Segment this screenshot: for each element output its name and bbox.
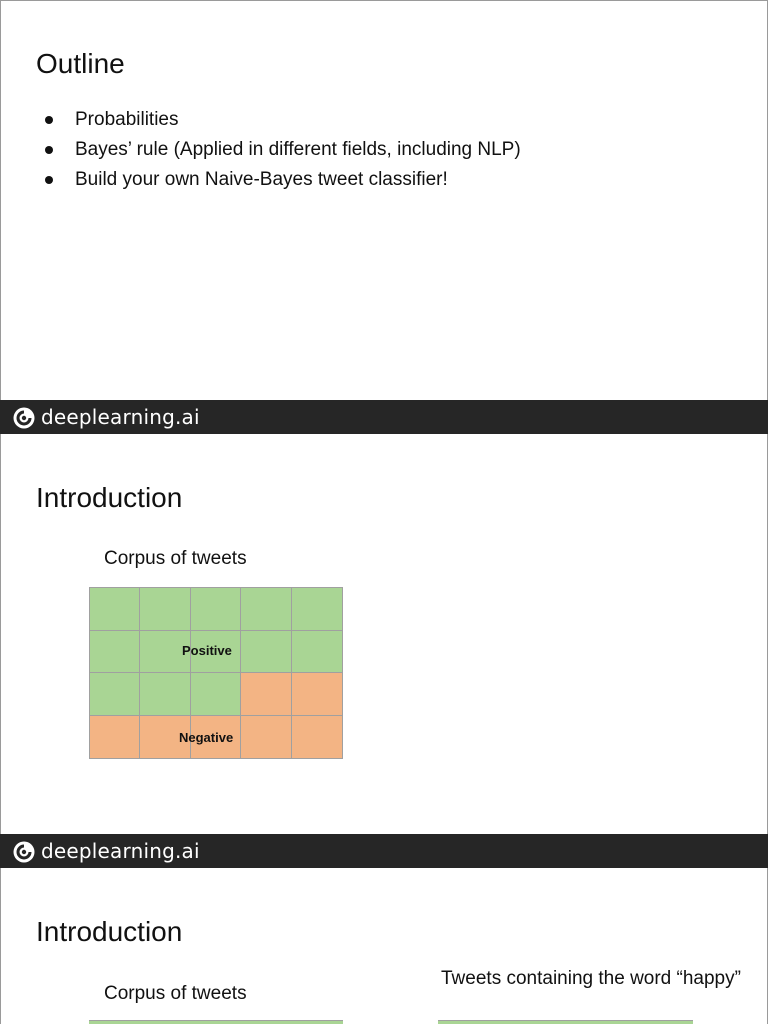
positive-tweet-cell: [241, 588, 291, 631]
bullet-list: [45, 105, 521, 195]
slide-footer: [0, 834, 768, 868]
positive-tweet-cell: [241, 631, 291, 674]
bullet-dot-icon: [45, 146, 53, 154]
negative-tweet-cell: [241, 673, 291, 716]
negative-tweet-cell: [292, 673, 342, 716]
negative-tweet-cell: [90, 716, 140, 759]
bullet-text: Bayes’ rule (Applied in different fields, including NLP): [75, 139, 521, 160]
bullet-text: Probabilities: [75, 109, 179, 130]
happy-tweets-label: Tweets containing the word “happy”: [441, 968, 741, 989]
brand-name: deeplearning.ai: [41, 839, 200, 863]
positive-tweet-cell: [191, 588, 241, 631]
deeplearning-spiral-icon: [13, 407, 35, 429]
brand-name: deeplearning.ai: [41, 405, 200, 429]
negative-tweet-cell: [292, 716, 342, 759]
slide-title: Introduction: [36, 916, 183, 947]
slide-introduction-happy: [0, 868, 768, 1024]
bullet-item: [45, 135, 521, 165]
slide-introduction: [0, 434, 768, 834]
bullet-dot-icon: [45, 176, 53, 184]
bullet-dot-icon: [45, 116, 53, 124]
positive-tweet-cell: [191, 673, 241, 716]
positive-label: Positive: [182, 643, 232, 658]
slide-title: Introduction: [36, 482, 183, 513]
corpus-label: Corpus of tweets: [104, 548, 247, 569]
corpus-grid-partial: [89, 1020, 343, 1024]
positive-tweet-cell: [292, 588, 342, 631]
positive-tweet-cell: [140, 673, 190, 716]
bullet-item: [45, 105, 521, 135]
negative-tweet-cell: [241, 716, 291, 759]
positive-tweet-cell: [140, 588, 190, 631]
slide-title: Outline: [36, 48, 125, 79]
happy-grid-partial: [438, 1020, 693, 1024]
corpus-label: Corpus of tweets: [104, 983, 247, 1004]
slide-outline: [0, 0, 768, 400]
bullet-text: Build your own Naive-Bayes tweet classifier!: [75, 169, 448, 190]
positive-tweet-cell: [292, 631, 342, 674]
positive-tweet-cell: [90, 588, 140, 631]
positive-tweet-cell: [90, 631, 140, 674]
deeplearning-spiral-icon: [13, 841, 35, 863]
positive-tweet-cell: [90, 673, 140, 716]
slide-footer: [0, 400, 768, 434]
negative-label: Negative: [179, 730, 234, 745]
bullet-item: [45, 165, 521, 195]
